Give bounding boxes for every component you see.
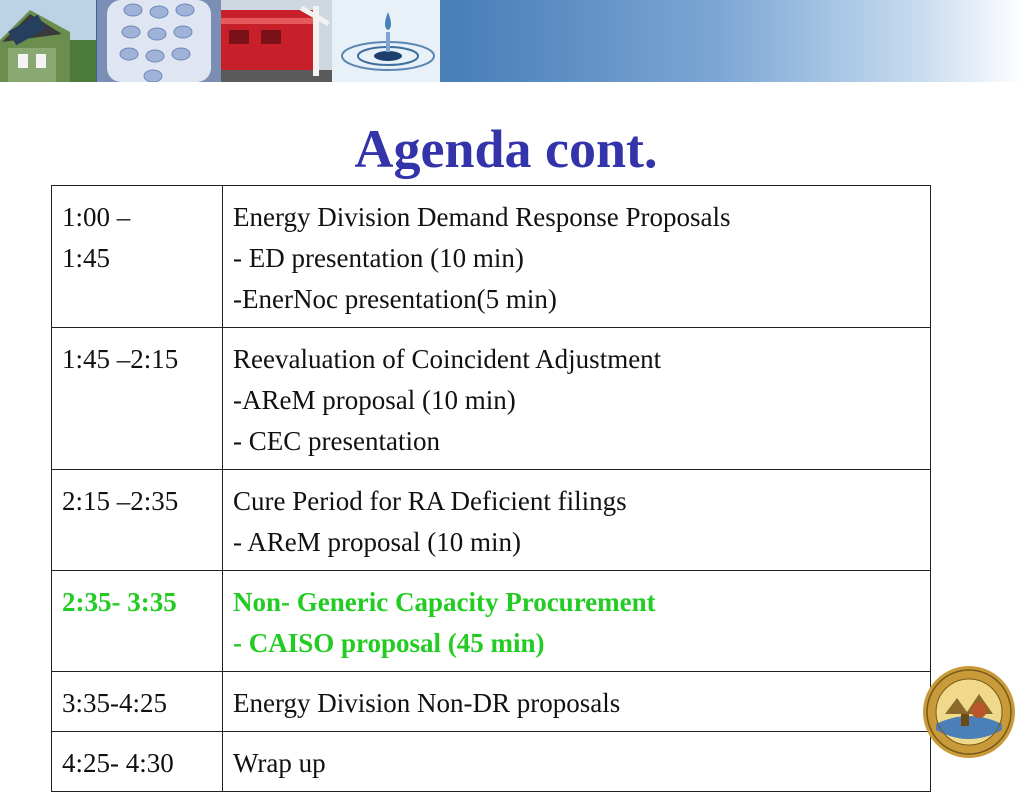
topic-heading: Energy Division Non-DR proposals xyxy=(233,688,621,718)
topic-detail: - AReM proposal (10 min) xyxy=(233,527,521,557)
time-cell xyxy=(52,328,223,470)
topic-heading: Wrap up xyxy=(233,748,326,778)
time-cell xyxy=(52,571,223,672)
header-banner xyxy=(0,0,1024,82)
time-cell xyxy=(52,672,223,732)
time-text: 1:45 –2:15 xyxy=(62,344,179,374)
page-title: Agenda cont. xyxy=(354,119,658,179)
table-row-highlighted xyxy=(52,571,931,672)
topic-cell xyxy=(223,571,931,672)
table-row xyxy=(52,672,931,732)
time-text: 1:00 – xyxy=(62,202,131,232)
house-photo-icon xyxy=(0,0,96,82)
time-text: 2:35- 3:35 xyxy=(62,587,177,617)
topic-cell xyxy=(223,328,931,470)
table-row xyxy=(52,732,931,792)
agenda-table xyxy=(51,185,931,792)
table-row xyxy=(52,328,931,470)
time-cell xyxy=(52,732,223,792)
table-row xyxy=(52,186,931,328)
time-cell xyxy=(52,470,223,571)
topic-heading: Non- Generic Capacity Procurement xyxy=(233,587,656,617)
topic-cell xyxy=(223,470,931,571)
topic-detail: -EnerNoc presentation(5 min) xyxy=(233,284,557,314)
topic-detail: -AReM proposal (10 min) xyxy=(233,385,516,415)
time-text: 2:15 –2:35 xyxy=(62,486,179,516)
table-row xyxy=(52,470,931,571)
topic-detail: - CAISO proposal (45 min) xyxy=(233,628,545,658)
train-photo-icon xyxy=(221,0,332,82)
topic-cell xyxy=(223,732,931,792)
topic-detail: - CEC presentation xyxy=(233,426,440,456)
topic-heading: Reevaluation of Coincident Adjustment xyxy=(233,344,662,374)
topic-cell xyxy=(223,672,931,732)
time-text: 3:35-4:25 xyxy=(62,688,167,718)
topic-heading: Cure Period for RA Deficient filings xyxy=(233,486,627,516)
time-cell xyxy=(52,186,223,328)
time-text: 1:45 xyxy=(62,243,111,273)
phone-keypad-photo-icon xyxy=(97,0,221,82)
topic-cell xyxy=(223,186,931,328)
state-seal-logo-icon xyxy=(921,664,1017,760)
water-drop-photo-icon xyxy=(332,0,440,82)
topic-detail: - ED presentation (10 min) xyxy=(233,243,524,273)
topic-heading: Energy Division Demand Response Proposals xyxy=(233,202,731,232)
time-text: 4:25- 4:30 xyxy=(62,748,174,778)
